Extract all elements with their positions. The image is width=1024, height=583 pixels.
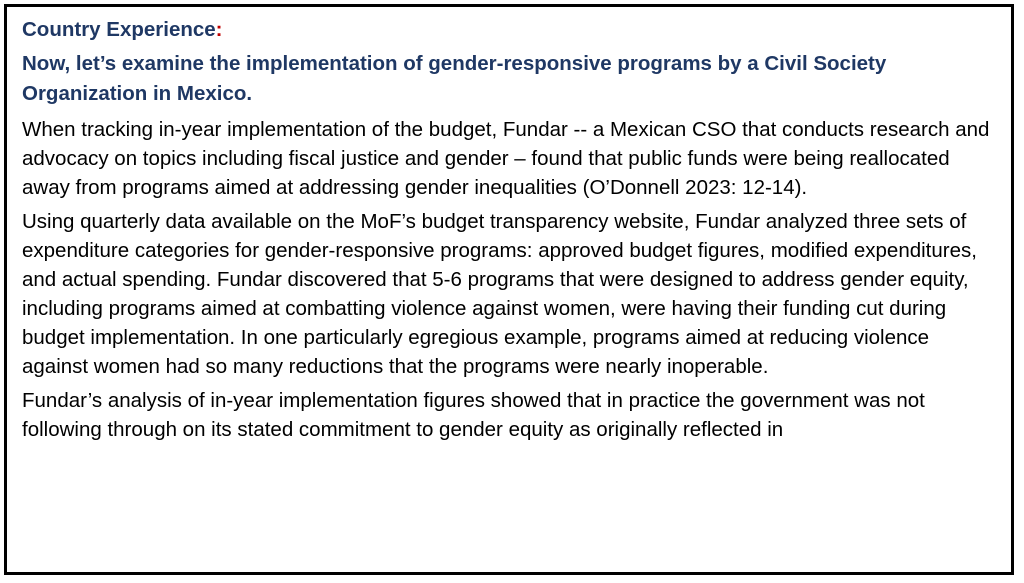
section-heading-text: Country Experience	[22, 18, 216, 41]
paragraph-analysis: Using quarterly data available on the MoF’s budget transparency website, Fundar analyzed three sets of expenditure categories for gender-responsive programs: approved budget figures, modified expenditures, and actual spending. Fundar discovered that 5-6 programs that were designed to address gender equity, including programs aimed at combatting violence against women, were having their funding cut during budget implementation. In one particularly egregious example, programs aimed at reducing violence against women had so many reductions that the programs were nearly inoperable.	[22, 210, 977, 378]
section-heading	[22, 15, 997, 45]
country-experience-box	[4, 4, 1014, 575]
paragraph-findings: Fundar’s analysis of in-year implementation figures showed that in practice the government was not following through on its stated commitment to gender equity as originally reflected in	[22, 389, 925, 441]
section-heading-colon: :	[215, 18, 223, 41]
box-content	[22, 15, 997, 444]
paragraph-tracking: When tracking in-year implementation of the budget, Fundar -- a Mexican CSO that conducts research and advocacy on topics including fiscal justice and gender – found that public funds were being reallocated away from programs aimed at addressing gender inequalities (O’Donnell 2023: 12-14).	[22, 118, 990, 199]
section-subheading: Now, let’s examine the implementation of gender-responsive programs by a Civil Society Organization in Mexico.	[22, 52, 887, 105]
